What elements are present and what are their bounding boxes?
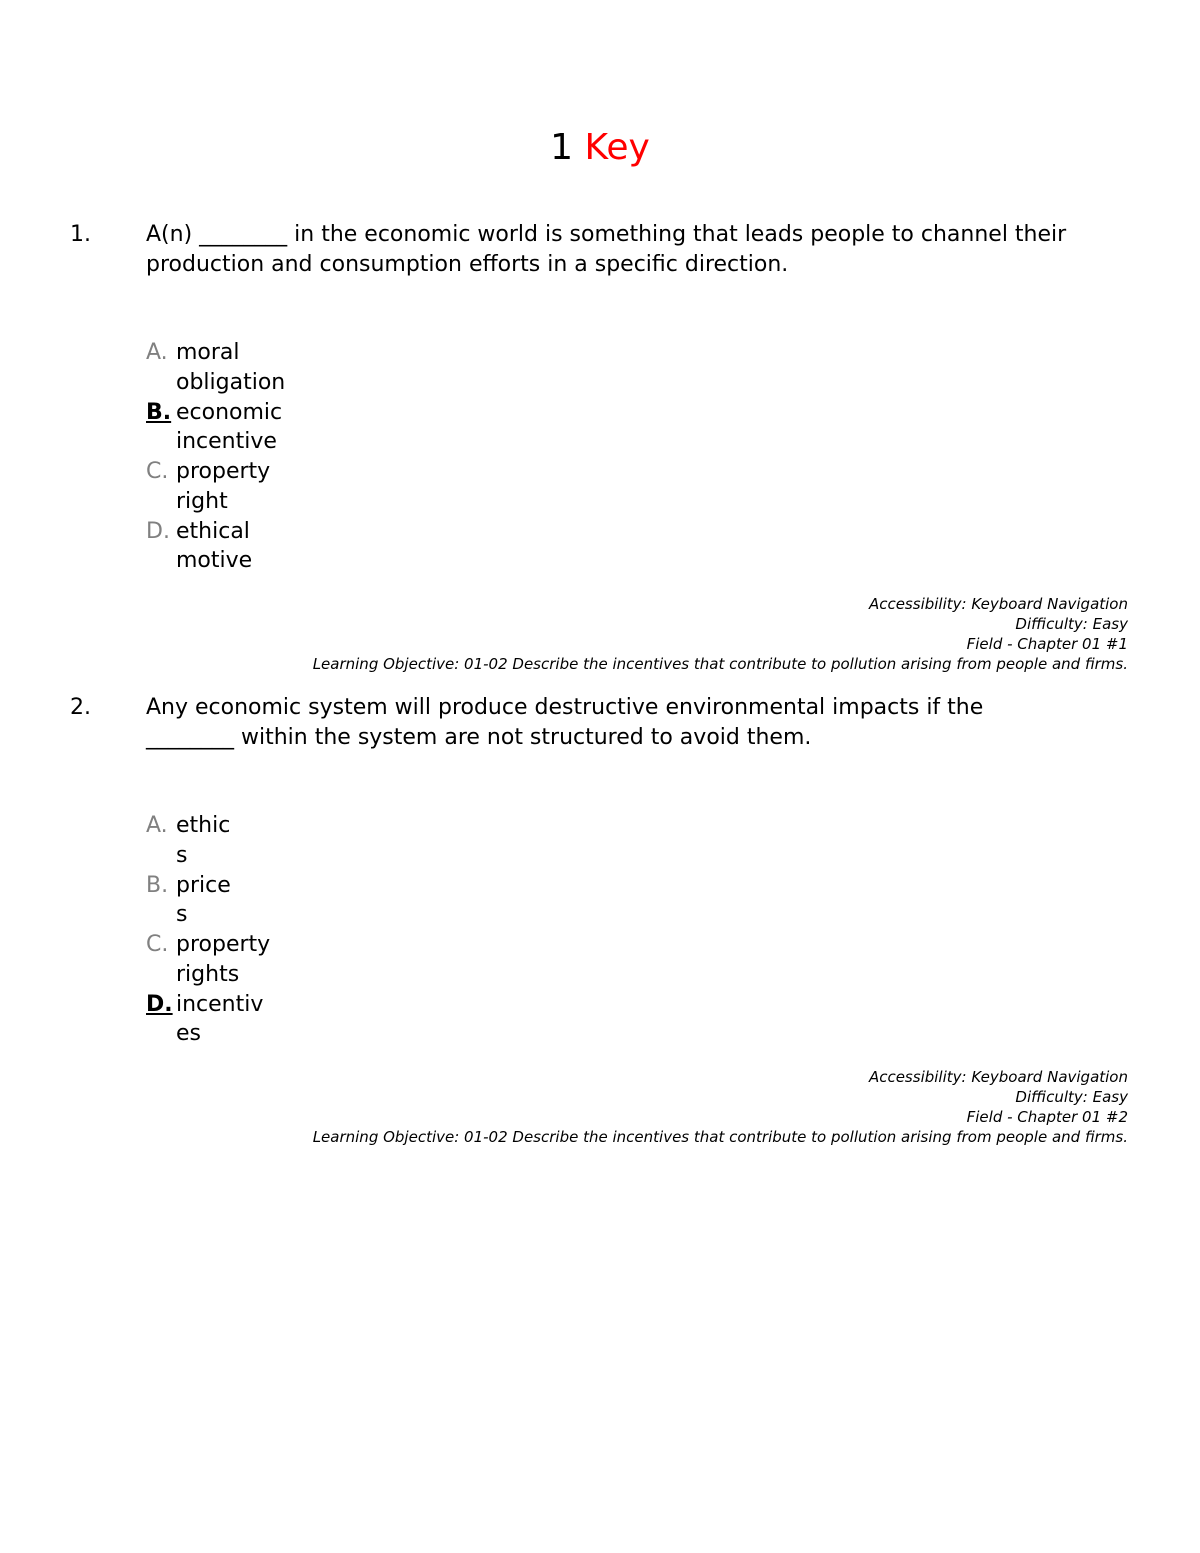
option-text: ethical motive [176, 518, 253, 574]
meta-accessibility: Accessibility: Keyboard Navigation [868, 1068, 1128, 1086]
meta-difficulty: Difficulty: Easy [1015, 1088, 1128, 1106]
option-letter: C. [146, 932, 169, 957]
option-text: prices [176, 872, 231, 928]
option-text: economic incentive [176, 399, 283, 455]
option-text: property rights [176, 932, 271, 987]
question-text: Any economic system will produce destructive environmental impacts if the ________ within the system are not structured to avoid them. [146, 695, 984, 750]
meta-learning-objective: Learning Objective: 01-02 Describe the incentives that contribute to pollution arising from people and firms. [312, 1128, 1128, 1146]
question-number: 2. [70, 695, 91, 720]
page-title [0, 124, 1200, 172]
option-letter: A. [146, 813, 168, 838]
option-letter: C. [146, 459, 169, 484]
meta-accessibility: Accessibility: Keyboard Navigation [868, 595, 1128, 613]
option-letter-correct: D. [146, 991, 173, 1017]
title-key: Key [584, 127, 650, 168]
meta-field: Field - Chapter 01 #2 [966, 1108, 1128, 1126]
option-text: moral obligation [176, 340, 286, 395]
option-text: ethics [176, 813, 231, 868]
title-number: 1 [550, 127, 574, 168]
option-text: property right [176, 459, 271, 514]
meta-learning-objective: Learning Objective: 01-02 Describe the incentives that contribute to pollution arising from people and firms. [312, 655, 1128, 673]
meta-field: Field - Chapter 01 #1 [966, 635, 1128, 653]
option-letter: A. [146, 340, 168, 365]
question-number: 1. [70, 222, 91, 247]
question-metadata [128, 594, 1128, 674]
option-letter: B. [146, 872, 169, 898]
option-letter-correct: B. [146, 399, 172, 425]
question-metadata [128, 1067, 1128, 1147]
option-text: incentives [176, 991, 264, 1047]
question-text: A(n) ________ in the economic world is something that leads people to channel their production and consumption efforts in a specific direction. [146, 222, 1067, 277]
option-letter: D. [146, 518, 170, 544]
meta-difficulty: Difficulty: Easy [1015, 615, 1128, 633]
